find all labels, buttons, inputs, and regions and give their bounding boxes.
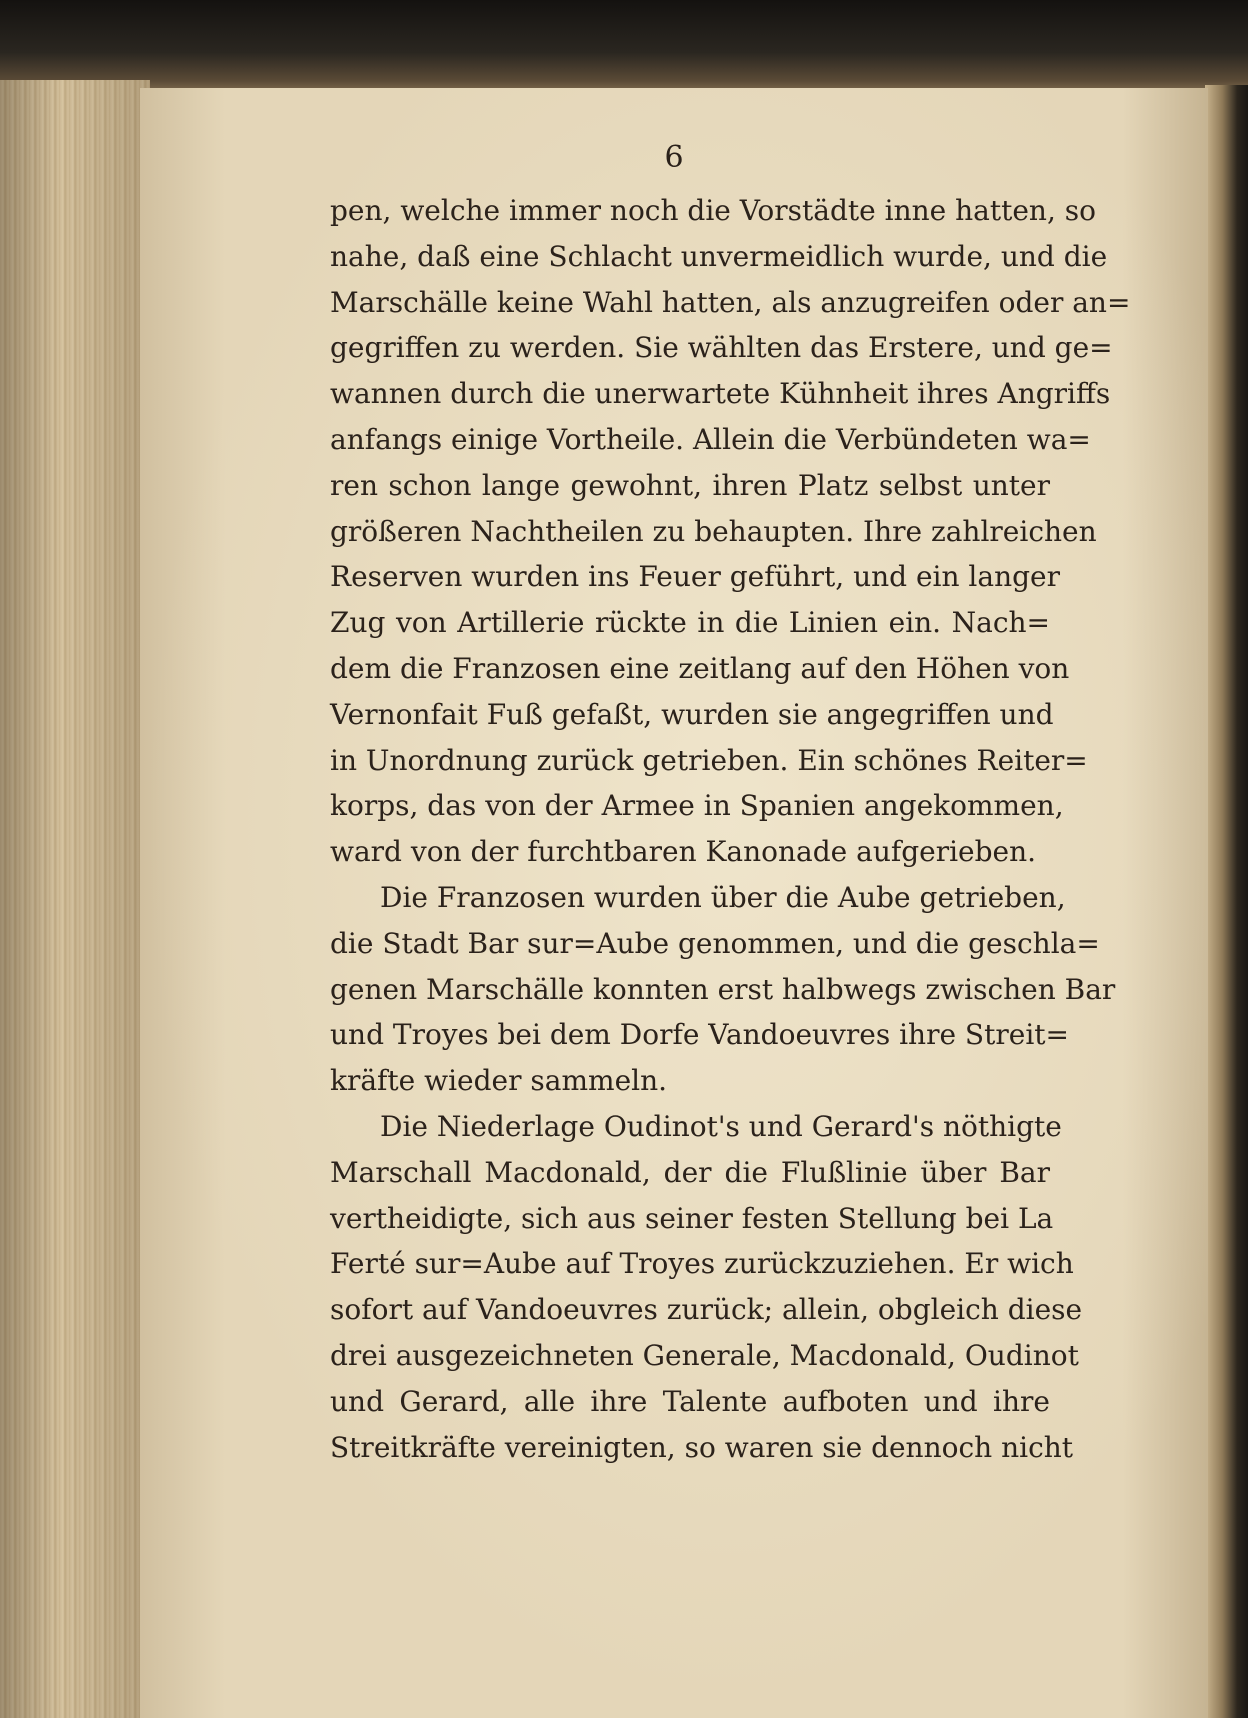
text-line: größeren Nachtheilen zu behaupten. Ihre zahlreichen xyxy=(330,514,1097,548)
page-stack-shadow xyxy=(0,80,150,1718)
text-line: wannen durch die unerwartete Kühnheit ihres Angriffs xyxy=(330,377,1111,411)
text-line: und Gerard, alle ihre Talente aufboten und ihre xyxy=(330,1384,1050,1418)
book-page xyxy=(140,88,1208,1718)
text-line: Streitkräfte vereinigten, so waren sie dennoch nicht xyxy=(330,1430,1074,1464)
text-line: dem die Franzosen eine zeitlang auf den Höhen von xyxy=(330,651,1070,685)
text-line: Die Niederlage Oudinot's und Gerard's nöthigte xyxy=(380,1109,1062,1143)
text-line: anfangs einige Vortheile. Allein die Verbündeten wa= xyxy=(330,422,1091,456)
text-line: Ferté sur=Aube auf Troyes zurückzuziehen. Er wich xyxy=(330,1247,1074,1281)
text-line: Reserven wurden ins Feuer geführt, und ein langer xyxy=(330,560,1060,594)
text-line: pen, welche immer noch die Vorstädte inne hatten, so xyxy=(330,194,1096,227)
text-line: vertheidigte, sich aus seiner festen Stellung bei La xyxy=(330,1201,1054,1235)
text-line: und Troyes bei dem Dorfe Vandoeuvres ihre Streit= xyxy=(330,1018,1069,1052)
page-number: 6 xyxy=(664,140,684,175)
text-line: Vernonfait Fuß gefaßt, wurden sie angegriffen und xyxy=(330,697,1054,731)
text-line: die Stadt Bar sur=Aube genommen, und die geschla= xyxy=(330,926,1100,960)
text-line: nahe, daß eine Schlacht unvermeidlich wurde, und die xyxy=(330,239,1108,273)
body-text xyxy=(330,188,1131,1470)
text-line: drei ausgezeichneten Generale, Macdonald, Oudinot xyxy=(330,1338,1079,1372)
text-line: ward von der furchtbaren Kanonade aufgerieben. xyxy=(330,835,1037,869)
text-line: Marschall Macdonald, der die Flußlinie über Bar xyxy=(330,1155,1050,1189)
text-line: sofort auf Vandoeuvres zurück; allein, obgleich diese xyxy=(330,1293,1083,1327)
text-line: in Unordnung zurück getrieben. Ein schönes Reiter= xyxy=(330,743,1088,777)
book-top-edge xyxy=(0,0,1248,95)
book-right-edge xyxy=(1205,85,1248,1718)
text-line: Die Franzosen wurden über die Aube getrieben, xyxy=(380,880,1066,914)
text-line: Marschälle keine Wahl hatten, als anzugreifen oder an= xyxy=(330,285,1131,319)
text-line: ren schon lange gewohnt, ihren Platz selbst unter xyxy=(330,468,1050,502)
text-line: genen Marschälle konnten erst halbwegs zwischen Bar xyxy=(330,972,1116,1006)
text-line: gegriffen zu werden. Sie wählten das Erstere, und ge= xyxy=(330,331,1113,365)
text-line: korps, das von der Armee in Spanien angekommen, xyxy=(330,789,1064,823)
text-line: Zug von Artillerie rückte in die Linien ein. Nach= xyxy=(330,606,1050,640)
text-line: kräfte wieder sammeln. xyxy=(330,1064,668,1098)
